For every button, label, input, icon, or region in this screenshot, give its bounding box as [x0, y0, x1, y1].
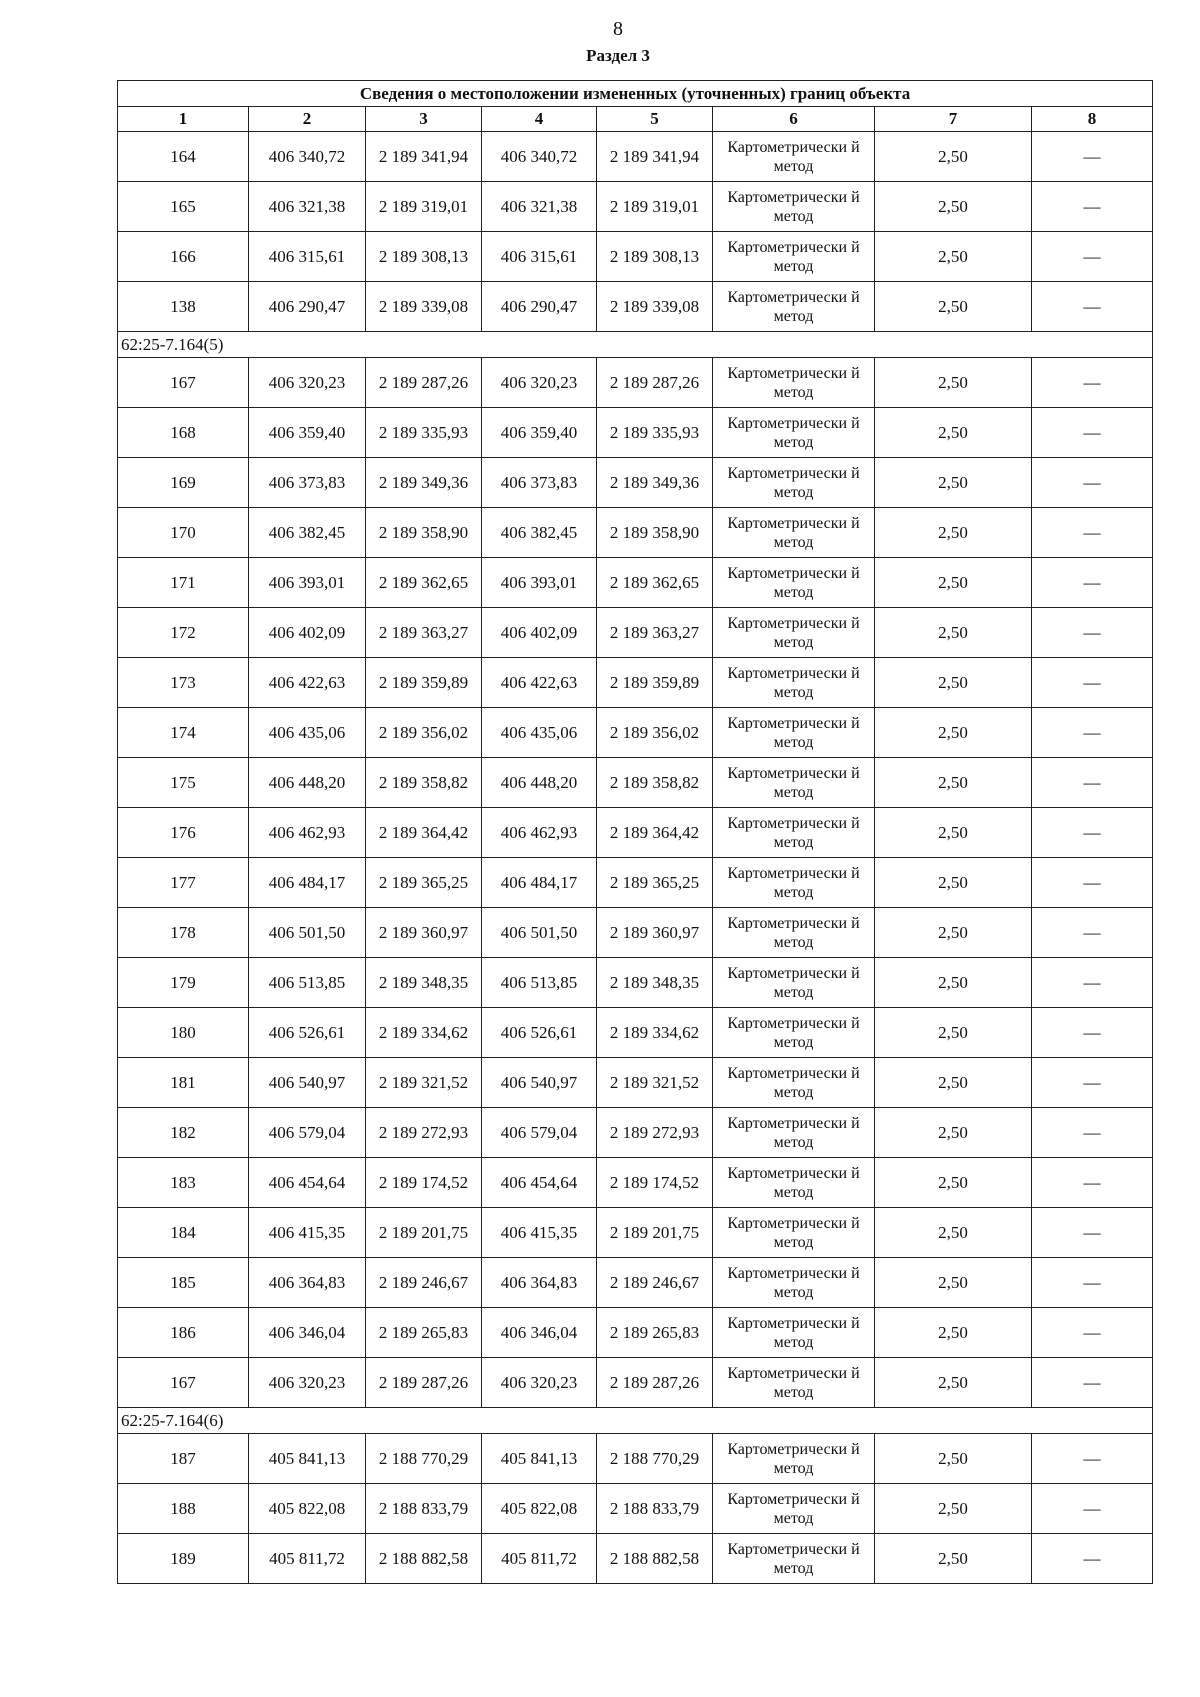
cell-existing-x: 406 321,38: [249, 182, 366, 232]
group-header-row: [118, 332, 1153, 358]
cell-existing-x: 406 462,93: [249, 808, 366, 858]
column-header-4: 4: [482, 107, 597, 132]
cell-accuracy: 2,50: [875, 758, 1032, 808]
cell-method: Картометрически й метод: [713, 182, 875, 232]
cell-refined-x: 406 321,38: [482, 182, 597, 232]
cell-refined-y: 2 189 174,52: [597, 1158, 713, 1208]
cell-description: —: [1032, 508, 1153, 558]
cell-point-number: 186: [118, 1308, 249, 1358]
cell-point-number: 181: [118, 1058, 249, 1108]
section-title: Раздел 3: [586, 46, 650, 65]
cell-description: —: [1032, 1308, 1153, 1358]
cell-refined-y: 2 189 287,26: [597, 1358, 713, 1408]
cell-point-number: 172: [118, 608, 249, 658]
cell-point-number: 184: [118, 1208, 249, 1258]
group-label: 62:25-7.164(5): [118, 332, 1153, 358]
page-number: 8: [613, 18, 623, 40]
cell-existing-y: 2 189 272,93: [366, 1108, 482, 1158]
cell-existing-x: 406 320,23: [249, 1358, 366, 1408]
cell-point-number: 189: [118, 1534, 249, 1584]
cell-refined-x: 406 454,64: [482, 1158, 597, 1208]
cell-refined-y: 2 189 308,13: [597, 232, 713, 282]
cell-refined-x: 406 320,23: [482, 358, 597, 408]
cell-point-number: 169: [118, 458, 249, 508]
column-header-7: 7: [875, 107, 1032, 132]
cell-existing-x: 406 290,47: [249, 282, 366, 332]
cell-accuracy: 2,50: [875, 1258, 1032, 1308]
cell-description: —: [1032, 132, 1153, 182]
cell-existing-y: 2 188 770,29: [366, 1434, 482, 1484]
cell-accuracy: 2,50: [875, 182, 1032, 232]
cell-existing-y: 2 189 348,35: [366, 958, 482, 1008]
cell-method: Картометрически й метод: [713, 1058, 875, 1108]
table-row: [118, 758, 1153, 808]
cell-refined-y: 2 188 833,79: [597, 1484, 713, 1534]
cell-refined-y: 2 188 770,29: [597, 1434, 713, 1484]
table-row: [118, 1208, 1153, 1258]
cell-description: —: [1032, 1108, 1153, 1158]
table-row: [118, 358, 1153, 408]
cell-method: Картометрически й метод: [713, 558, 875, 608]
cell-existing-x: 405 822,08: [249, 1484, 366, 1534]
cell-refined-y: 2 189 358,82: [597, 758, 713, 808]
table-row: [118, 558, 1153, 608]
cell-accuracy: 2,50: [875, 858, 1032, 908]
cell-method: Картометрически й метод: [713, 132, 875, 182]
cell-accuracy: 2,50: [875, 408, 1032, 458]
cell-accuracy: 2,50: [875, 1058, 1032, 1108]
cell-description: —: [1032, 358, 1153, 408]
cell-refined-x: 406 340,72: [482, 132, 597, 182]
cell-method: Картометрически й метод: [713, 808, 875, 858]
cell-existing-x: 406 382,45: [249, 508, 366, 558]
cell-point-number: 185: [118, 1258, 249, 1308]
column-header-8: 8: [1032, 107, 1153, 132]
cell-existing-x: 406 448,20: [249, 758, 366, 808]
table-body: [118, 132, 1153, 1584]
cell-refined-x: 406 346,04: [482, 1308, 597, 1358]
cell-existing-y: 2 189 364,42: [366, 808, 482, 858]
cell-existing-y: 2 189 201,75: [366, 1208, 482, 1258]
cell-accuracy: 2,50: [875, 282, 1032, 332]
column-number-row: [118, 107, 1153, 132]
table-row: [118, 1308, 1153, 1358]
cell-refined-x: 406 359,40: [482, 408, 597, 458]
cell-description: —: [1032, 658, 1153, 708]
cell-method: Картометрически й метод: [713, 1358, 875, 1408]
cell-existing-y: 2 189 319,01: [366, 182, 482, 232]
cell-refined-y: 2 189 358,90: [597, 508, 713, 558]
cell-refined-x: 405 811,72: [482, 1534, 597, 1584]
cell-refined-x: 406 373,83: [482, 458, 597, 508]
cell-description: —: [1032, 1358, 1153, 1408]
table-row: [118, 408, 1153, 458]
cell-description: —: [1032, 1158, 1153, 1208]
cell-accuracy: 2,50: [875, 1308, 1032, 1358]
cell-accuracy: 2,50: [875, 1158, 1032, 1208]
table-row: [118, 508, 1153, 558]
table-row: [118, 1158, 1153, 1208]
cell-existing-x: 406 422,63: [249, 658, 366, 708]
cell-method: Картометрически й метод: [713, 958, 875, 1008]
cell-point-number: 166: [118, 232, 249, 282]
cell-method: Картометрически й метод: [713, 1308, 875, 1358]
cell-refined-y: 2 189 201,75: [597, 1208, 713, 1258]
cell-method: Картометрически й метод: [713, 658, 875, 708]
cell-method: Картометрически й метод: [713, 1534, 875, 1584]
cell-existing-y: 2 189 334,62: [366, 1008, 482, 1058]
cell-method: Картометрически й метод: [713, 858, 875, 908]
table-row: [118, 1108, 1153, 1158]
cell-method: Картометрически й метод: [713, 282, 875, 332]
cell-existing-x: 405 841,13: [249, 1434, 366, 1484]
cell-method: Картометрически й метод: [713, 1484, 875, 1534]
table-row: [118, 808, 1153, 858]
cell-accuracy: 2,50: [875, 1484, 1032, 1534]
cell-refined-x: 406 448,20: [482, 758, 597, 808]
cell-method: Картометрически й метод: [713, 1158, 875, 1208]
cell-accuracy: 2,50: [875, 1534, 1032, 1584]
cell-method: Картометрически й метод: [713, 908, 875, 958]
cell-point-number: 170: [118, 508, 249, 558]
cell-refined-x: 406 462,93: [482, 808, 597, 858]
cell-existing-x: 406 402,09: [249, 608, 366, 658]
group-label: 62:25-7.164(6): [118, 1408, 1153, 1434]
table-row: [118, 658, 1153, 708]
cell-method: Картометрически й метод: [713, 708, 875, 758]
cell-description: —: [1032, 408, 1153, 458]
cell-point-number: 179: [118, 958, 249, 1008]
cell-existing-y: 2 189 174,52: [366, 1158, 482, 1208]
cell-accuracy: 2,50: [875, 1008, 1032, 1058]
cell-refined-x: 406 484,17: [482, 858, 597, 908]
cell-existing-x: 406 579,04: [249, 1108, 366, 1158]
table-row: [118, 608, 1153, 658]
cell-existing-x: 406 526,61: [249, 1008, 366, 1058]
cell-method: Картометрически й метод: [713, 408, 875, 458]
cell-description: —: [1032, 758, 1153, 808]
cell-method: Картометрически й метод: [713, 1208, 875, 1258]
cell-accuracy: 2,50: [875, 558, 1032, 608]
cell-accuracy: 2,50: [875, 908, 1032, 958]
cell-accuracy: 2,50: [875, 132, 1032, 182]
cell-existing-x: 406 320,23: [249, 358, 366, 408]
cell-method: Картометрически й метод: [713, 458, 875, 508]
cell-existing-y: 2 189 287,26: [366, 1358, 482, 1408]
cell-accuracy: 2,50: [875, 1208, 1032, 1258]
table-row: [118, 182, 1153, 232]
cell-refined-y: 2 188 882,58: [597, 1534, 713, 1584]
cell-description: —: [1032, 182, 1153, 232]
cell-point-number: 178: [118, 908, 249, 958]
table-row: [118, 858, 1153, 908]
cell-existing-y: 2 188 882,58: [366, 1534, 482, 1584]
cell-point-number: 183: [118, 1158, 249, 1208]
cell-description: —: [1032, 1484, 1153, 1534]
cell-refined-x: 405 841,13: [482, 1434, 597, 1484]
cell-accuracy: 2,50: [875, 958, 1032, 1008]
cell-existing-x: 406 501,50: [249, 908, 366, 958]
cell-method: Картометрически й метод: [713, 1108, 875, 1158]
cell-point-number: 182: [118, 1108, 249, 1158]
cell-point-number: 171: [118, 558, 249, 608]
cell-point-number: 177: [118, 858, 249, 908]
cell-refined-x: 406 382,45: [482, 508, 597, 558]
cell-refined-x: 406 320,23: [482, 1358, 597, 1408]
cell-point-number: 167: [118, 358, 249, 408]
cell-accuracy: 2,50: [875, 232, 1032, 282]
cell-accuracy: 2,50: [875, 1434, 1032, 1484]
group-header-row: [118, 1408, 1153, 1434]
cell-existing-y: 2 189 349,36: [366, 458, 482, 508]
cell-refined-x: 406 435,06: [482, 708, 597, 758]
cell-refined-y: 2 189 356,02: [597, 708, 713, 758]
cell-refined-y: 2 189 287,26: [597, 358, 713, 408]
cell-refined-x: 406 501,50: [482, 908, 597, 958]
cell-description: —: [1032, 558, 1153, 608]
table-row: [118, 458, 1153, 508]
cell-refined-y: 2 189 272,93: [597, 1108, 713, 1158]
cell-method: Картометрически й метод: [713, 608, 875, 658]
cell-refined-y: 2 189 321,52: [597, 1058, 713, 1108]
table-row: [118, 132, 1153, 182]
table-row: [118, 232, 1153, 282]
table-row: [118, 1358, 1153, 1408]
cell-existing-x: 406 346,04: [249, 1308, 366, 1358]
cell-refined-y: 2 189 363,27: [597, 608, 713, 658]
cell-refined-x: 406 402,09: [482, 608, 597, 658]
cell-point-number: 173: [118, 658, 249, 708]
cell-existing-y: 2 189 360,97: [366, 908, 482, 958]
column-header-2: 2: [249, 107, 366, 132]
cell-description: —: [1032, 708, 1153, 758]
cell-existing-x: 406 540,97: [249, 1058, 366, 1108]
table-row: [118, 708, 1153, 758]
cell-description: —: [1032, 958, 1153, 1008]
cell-point-number: 188: [118, 1484, 249, 1534]
cell-point-number: 180: [118, 1008, 249, 1058]
table-row: [118, 282, 1153, 332]
cell-accuracy: 2,50: [875, 358, 1032, 408]
cell-accuracy: 2,50: [875, 458, 1032, 508]
table-row: [118, 1258, 1153, 1308]
cell-refined-y: 2 189 359,89: [597, 658, 713, 708]
table-row: [118, 1484, 1153, 1534]
cell-refined-x: 406 422,63: [482, 658, 597, 708]
cell-description: —: [1032, 1534, 1153, 1584]
cell-description: —: [1032, 232, 1153, 282]
cell-existing-x: 406 393,01: [249, 558, 366, 608]
cell-point-number: 164: [118, 132, 249, 182]
cell-refined-y: 2 189 341,94: [597, 132, 713, 182]
cell-existing-y: 2 189 359,89: [366, 658, 482, 708]
column-header-3: 3: [366, 107, 482, 132]
cell-description: —: [1032, 858, 1153, 908]
cell-point-number: 175: [118, 758, 249, 808]
cell-description: —: [1032, 1434, 1153, 1484]
table-row: [118, 908, 1153, 958]
column-header-6: 6: [713, 107, 875, 132]
cell-existing-y: 2 189 341,94: [366, 132, 482, 182]
cell-method: Картометрически й метод: [713, 232, 875, 282]
cell-method: Картометрически й метод: [713, 758, 875, 808]
cell-existing-y: 2 189 363,27: [366, 608, 482, 658]
cell-refined-y: 2 189 265,83: [597, 1308, 713, 1358]
cell-existing-y: 2 189 335,93: [366, 408, 482, 458]
cell-existing-y: 2 189 308,13: [366, 232, 482, 282]
cell-existing-x: 406 415,35: [249, 1208, 366, 1258]
cell-point-number: 176: [118, 808, 249, 858]
cell-refined-x: 405 822,08: [482, 1484, 597, 1534]
table-row: [118, 1058, 1153, 1108]
cell-existing-y: 2 189 358,90: [366, 508, 482, 558]
cell-accuracy: 2,50: [875, 658, 1032, 708]
cell-existing-x: 406 359,40: [249, 408, 366, 458]
cell-refined-x: 406 315,61: [482, 232, 597, 282]
cell-existing-y: 2 189 321,52: [366, 1058, 482, 1108]
cell-description: —: [1032, 282, 1153, 332]
cell-accuracy: 2,50: [875, 608, 1032, 658]
cell-point-number: 138: [118, 282, 249, 332]
column-header-1: 1: [118, 107, 249, 132]
cell-refined-y: 2 189 339,08: [597, 282, 713, 332]
cell-method: Картометрически й метод: [713, 358, 875, 408]
table-row: [118, 1008, 1153, 1058]
cell-refined-x: 406 526,61: [482, 1008, 597, 1058]
cell-refined-x: 406 513,85: [482, 958, 597, 1008]
cell-description: —: [1032, 808, 1153, 858]
cell-existing-x: 406 454,64: [249, 1158, 366, 1208]
cell-method: Картометрически й метод: [713, 1008, 875, 1058]
cell-method: Картометрически й метод: [713, 508, 875, 558]
cell-existing-x: 406 513,85: [249, 958, 366, 1008]
cell-refined-x: 406 393,01: [482, 558, 597, 608]
cell-refined-y: 2 189 246,67: [597, 1258, 713, 1308]
cell-point-number: 168: [118, 408, 249, 458]
cell-description: —: [1032, 908, 1153, 958]
cell-refined-y: 2 189 319,01: [597, 182, 713, 232]
cell-point-number: 174: [118, 708, 249, 758]
cell-existing-y: 2 188 833,79: [366, 1484, 482, 1534]
cell-existing-x: 406 373,83: [249, 458, 366, 508]
cell-point-number: 187: [118, 1434, 249, 1484]
cell-description: —: [1032, 1258, 1153, 1308]
cell-description: —: [1032, 1208, 1153, 1258]
cell-description: —: [1032, 458, 1153, 508]
cell-accuracy: 2,50: [875, 808, 1032, 858]
cell-accuracy: 2,50: [875, 1358, 1032, 1408]
cell-existing-y: 2 189 287,26: [366, 358, 482, 408]
cell-accuracy: 2,50: [875, 1108, 1032, 1158]
cell-refined-y: 2 189 364,42: [597, 808, 713, 858]
cell-existing-y: 2 189 265,83: [366, 1308, 482, 1358]
cell-existing-x: 406 315,61: [249, 232, 366, 282]
cell-method: Картометрически й метод: [713, 1434, 875, 1484]
cell-refined-y: 2 189 362,65: [597, 558, 713, 608]
cell-method: Картометрически й метод: [713, 1258, 875, 1308]
table-row: [118, 1434, 1153, 1484]
cell-description: —: [1032, 1008, 1153, 1058]
cell-existing-x: 406 435,06: [249, 708, 366, 758]
cell-existing-y: 2 189 362,65: [366, 558, 482, 608]
cell-existing-y: 2 189 356,02: [366, 708, 482, 758]
cell-description: —: [1032, 1058, 1153, 1108]
cell-accuracy: 2,50: [875, 708, 1032, 758]
cell-existing-y: 2 189 339,08: [366, 282, 482, 332]
cell-refined-y: 2 189 360,97: [597, 908, 713, 958]
table-title: Сведения о местоположении измененных (уточненных) границ объекта: [118, 81, 1153, 107]
cell-existing-y: 2 189 358,82: [366, 758, 482, 808]
cell-existing-x: 406 364,83: [249, 1258, 366, 1308]
cell-refined-y: 2 189 365,25: [597, 858, 713, 908]
cell-existing-x: 406 484,17: [249, 858, 366, 908]
cell-refined-y: 2 189 335,93: [597, 408, 713, 458]
table-row: [118, 958, 1153, 1008]
cell-refined-y: 2 189 334,62: [597, 1008, 713, 1058]
column-header-5: 5: [597, 107, 713, 132]
cell-existing-x: 405 811,72: [249, 1534, 366, 1584]
cell-existing-y: 2 189 246,67: [366, 1258, 482, 1308]
cell-refined-x: 406 415,35: [482, 1208, 597, 1258]
cell-existing-x: 406 340,72: [249, 132, 366, 182]
cell-point-number: 167: [118, 1358, 249, 1408]
cell-refined-x: 406 364,83: [482, 1258, 597, 1308]
cell-accuracy: 2,50: [875, 508, 1032, 558]
table-row: [118, 1534, 1153, 1584]
cell-description: —: [1032, 608, 1153, 658]
cell-refined-x: 406 540,97: [482, 1058, 597, 1108]
cell-refined-y: 2 189 348,35: [597, 958, 713, 1008]
cell-refined-x: 406 579,04: [482, 1108, 597, 1158]
cell-point-number: 165: [118, 182, 249, 232]
boundary-coordinates-table: [117, 80, 1153, 1584]
cell-refined-x: 406 290,47: [482, 282, 597, 332]
cell-refined-y: 2 189 349,36: [597, 458, 713, 508]
cell-existing-y: 2 189 365,25: [366, 858, 482, 908]
